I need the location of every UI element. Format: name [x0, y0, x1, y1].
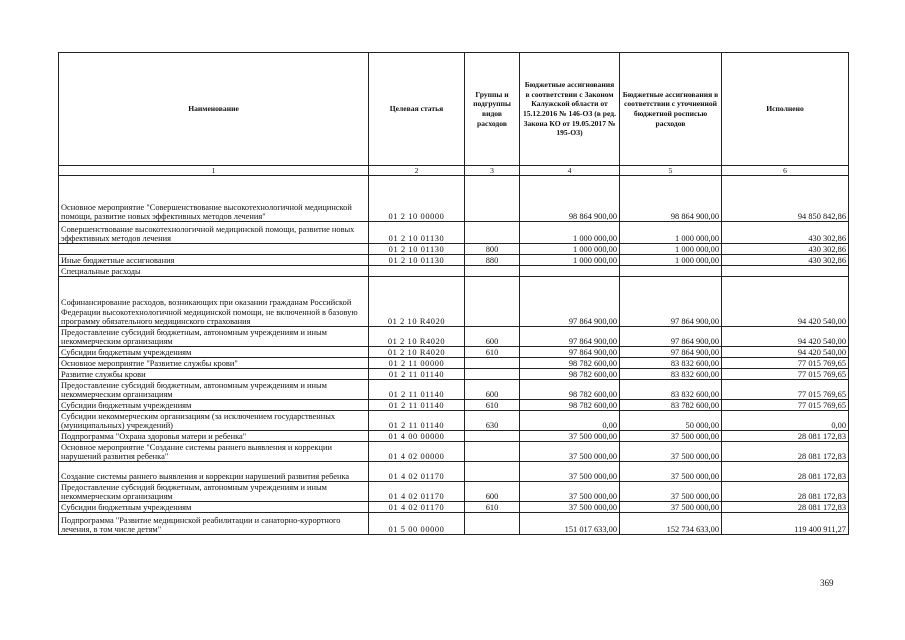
table-row — [59, 358, 849, 369]
header-row — [59, 53, 849, 166]
row-group — [465, 431, 520, 442]
row-code: 01 2 11 01140 — [369, 411, 465, 431]
column-number: 6 — [722, 166, 849, 176]
row-refined-amount: 98 864 900,00 — [620, 176, 722, 222]
row-name: Иные бюджетные ассигнования — [59, 255, 369, 266]
row-law-amount: 37 500 000,00 — [520, 442, 620, 462]
table-row — [59, 400, 849, 411]
row-refined-amount: 1 000 000,00 — [620, 244, 722, 255]
row-executed-amount: 430 302,86 — [722, 244, 849, 255]
table-row — [59, 513, 849, 535]
column-number: 4 — [520, 166, 620, 176]
table-row — [59, 255, 849, 266]
row-code: 01 2 11 00000 — [369, 358, 465, 369]
row-code: 01 4 02 01170 — [369, 462, 465, 482]
header-expense-groups: Группы и подгруппы видов расходов — [465, 53, 520, 166]
row-code: 01 4 02 01170 — [369, 502, 465, 513]
row-law-amount: 37 500 000,00 — [520, 502, 620, 513]
row-name: Основное мероприятие "Создание системы раннего выявления и коррекции нарушений развития ребенка" — [59, 442, 369, 462]
table-row — [59, 327, 849, 347]
table-row — [59, 176, 849, 222]
row-name: Создание системы раннего выявления и коррекции нарушений развития ребенка — [59, 462, 369, 482]
row-code: 01 2 10 00000 — [369, 176, 465, 222]
row-name: Субсидии бюджетным учреждениям — [59, 502, 369, 513]
row-executed-amount: 77 015 769,65 — [722, 400, 849, 411]
row-executed-amount: 28 081 172,83 — [722, 442, 849, 462]
column-number: 2 — [369, 166, 465, 176]
row-code: 01 2 10 01130 — [369, 244, 465, 255]
row-refined-amount: 37 500 000,00 — [620, 431, 722, 442]
row-name: Субсидии бюджетным учреждениям — [59, 400, 369, 411]
row-code: 01 2 10 R4020 — [369, 327, 465, 347]
row-law-amount: 1 000 000,00 — [520, 222, 620, 244]
row-code: 01 4 00 00000 — [369, 431, 465, 442]
row-executed-amount: 430 302,86 — [722, 222, 849, 244]
row-law-amount: 37 500 000,00 — [520, 462, 620, 482]
row-name: Предоставление субсидий бюджетным, автономным учреждениям и иным некоммерческим организациям — [59, 327, 369, 347]
row-law-amount: 98 782 600,00 — [520, 358, 620, 369]
row-name: Предоставление субсидий бюджетным, автономным учреждениям и иным некоммерческим организациям — [59, 482, 369, 502]
row-law-amount: 1 000 000,00 — [520, 255, 620, 266]
row-code: 01 2 10 R4020 — [369, 277, 465, 327]
row-name: Развитие службы крови — [59, 369, 369, 380]
row-name: Совершенствование высокотехнологичной медицинской помощи, развитие новых эффективных методов лечения — [59, 222, 369, 244]
table-row — [59, 502, 849, 513]
table-row — [59, 431, 849, 442]
row-name: Подпрограмма "Охрана здоровья матери и ребенка" — [59, 431, 369, 442]
row-group — [465, 222, 520, 244]
row-code: 01 2 11 01140 — [369, 369, 465, 380]
row-name: Специальные расходы — [59, 266, 369, 277]
row-refined-amount: 37 500 000,00 — [620, 442, 722, 462]
row-executed-amount: 28 081 172,83 — [722, 462, 849, 482]
row-group: 600 — [465, 327, 520, 347]
row-executed-amount: 94 420 540,00 — [722, 327, 849, 347]
row-name: Софинансирование расходов, возникающих при оказании гражданам Российской Федерации высокотехнологичной медицинской помощи, не включенной в базовую программу обязательного медицинского страхования — [59, 277, 369, 327]
row-refined-amount: 1 000 000,00 — [620, 255, 722, 266]
row-group: 610 — [465, 400, 520, 411]
row-name: Субсидии бюджетным учреждениям — [59, 347, 369, 358]
row-executed-amount: 94 420 540,00 — [722, 277, 849, 327]
table-row — [59, 482, 849, 502]
header-name: Наименование — [59, 53, 369, 166]
row-law-amount — [520, 266, 620, 277]
row-law-amount: 0,00 — [520, 411, 620, 431]
row-group: 630 — [465, 411, 520, 431]
page-number: 369 — [820, 578, 834, 588]
row-code: 01 2 10 01130 — [369, 255, 465, 266]
row-name: Предоставление субсидий бюджетным, автономным учреждениям и иным некоммерческим организациям — [59, 380, 369, 400]
row-name — [59, 244, 369, 255]
budget-table — [58, 52, 849, 535]
column-number: 3 — [465, 166, 520, 176]
row-code: 01 2 11 01140 — [369, 380, 465, 400]
row-group — [465, 176, 520, 222]
row-refined-amount: 83 782 600,00 — [620, 400, 722, 411]
row-refined-amount: 1 000 000,00 — [620, 222, 722, 244]
row-law-amount: 37 500 000,00 — [520, 482, 620, 502]
table-row — [59, 266, 849, 277]
row-group: 600 — [465, 482, 520, 502]
row-refined-amount: 37 500 000,00 — [620, 482, 722, 502]
row-group — [465, 369, 520, 380]
row-executed-amount: 77 015 769,65 — [722, 358, 849, 369]
row-law-amount: 98 782 600,00 — [520, 400, 620, 411]
table-row — [59, 347, 849, 358]
row-executed-amount — [722, 266, 849, 277]
row-law-amount: 1 000 000,00 — [520, 244, 620, 255]
table-row — [59, 411, 849, 431]
column-number-row — [59, 166, 849, 176]
row-group — [465, 277, 520, 327]
header-law-appropriations: Бюджетные ассигнования в соответствии с Законом Калужской области от 15.12.2016 № 146-ОЗ (в ред. Закона КО от 19.05.2017 № 195-ОЗ) — [520, 53, 620, 166]
row-refined-amount — [620, 266, 722, 277]
row-executed-amount: 28 081 172,83 — [722, 482, 849, 502]
row-refined-amount: 152 734 633,00 — [620, 513, 722, 535]
row-law-amount: 98 782 600,00 — [520, 369, 620, 380]
row-name: Основное мероприятие "Развитие службы крови" — [59, 358, 369, 369]
row-name: Субсидии некоммерческим организациям (за исключением государственных (муниципальных) учреждений) — [59, 411, 369, 431]
row-executed-amount: 430 302,86 — [722, 255, 849, 266]
row-code: 01 2 10 01130 — [369, 222, 465, 244]
row-law-amount: 97 864 900,00 — [520, 277, 620, 327]
row-group: 880 — [465, 255, 520, 266]
row-refined-amount: 37 500 000,00 — [620, 502, 722, 513]
row-executed-amount: 94 850 842,86 — [722, 176, 849, 222]
row-refined-amount: 50 000,00 — [620, 411, 722, 431]
row-refined-amount: 97 864 900,00 — [620, 347, 722, 358]
header-refined-appropriations: Бюджетные ассигнования в соответствии с уточненной бюджетной росписью расходов — [620, 53, 722, 166]
table-row — [59, 442, 849, 462]
header-executed: Исполнено — [722, 53, 849, 166]
row-code: 01 5 00 00000 — [369, 513, 465, 535]
column-number: 5 — [620, 166, 722, 176]
table-row — [59, 244, 849, 255]
row-code: 01 4 02 01170 — [369, 482, 465, 502]
row-group — [465, 462, 520, 482]
row-refined-amount: 83 832 600,00 — [620, 380, 722, 400]
table-row — [59, 380, 849, 400]
row-group — [465, 513, 520, 535]
row-group: 800 — [465, 244, 520, 255]
row-law-amount: 98 782 600,00 — [520, 380, 620, 400]
row-refined-amount: 97 864 900,00 — [620, 277, 722, 327]
row-name: Подпрограмма "Развитие медицинской реабилитации и санаторно-курортного лечения, в том числе детям" — [59, 513, 369, 535]
row-code — [369, 266, 465, 277]
row-law-amount: 37 500 000,00 — [520, 431, 620, 442]
row-executed-amount: 77 015 769,65 — [722, 369, 849, 380]
row-code: 01 2 10 R4020 — [369, 347, 465, 358]
table-row — [59, 222, 849, 244]
row-executed-amount: 28 081 172,83 — [722, 502, 849, 513]
row-law-amount: 97 864 900,00 — [520, 327, 620, 347]
row-executed-amount: 119 400 911,27 — [722, 513, 849, 535]
column-number: 1 — [59, 166, 369, 176]
row-refined-amount: 37 500 000,00 — [620, 462, 722, 482]
table-row — [59, 462, 849, 482]
row-executed-amount: 0,00 — [722, 411, 849, 431]
row-name: Основное мероприятие "Совершенствование высокотехнологичной медицинской помощи, развитие новых эффективных методов лечения" — [59, 176, 369, 222]
header-target-article: Целевая статья — [369, 53, 465, 166]
table-row — [59, 277, 849, 327]
row-law-amount: 97 864 900,00 — [520, 347, 620, 358]
row-refined-amount: 83 832 600,00 — [620, 358, 722, 369]
row-code: 01 2 11 01140 — [369, 400, 465, 411]
row-group — [465, 358, 520, 369]
row-group: 610 — [465, 502, 520, 513]
row-executed-amount: 28 081 172,83 — [722, 431, 849, 442]
row-group — [465, 442, 520, 462]
budget-sheet — [58, 52, 848, 535]
table-row — [59, 369, 849, 380]
row-code: 01 4 02 00000 — [369, 442, 465, 462]
row-refined-amount: 83 832 600,00 — [620, 369, 722, 380]
row-group — [465, 266, 520, 277]
row-law-amount: 98 864 900,00 — [520, 176, 620, 222]
row-executed-amount: 77 015 769,65 — [722, 380, 849, 400]
row-executed-amount: 94 420 540,00 — [722, 347, 849, 358]
row-refined-amount: 97 864 900,00 — [620, 327, 722, 347]
row-group: 600 — [465, 380, 520, 400]
row-law-amount: 151 017 633,00 — [520, 513, 620, 535]
row-group: 610 — [465, 347, 520, 358]
